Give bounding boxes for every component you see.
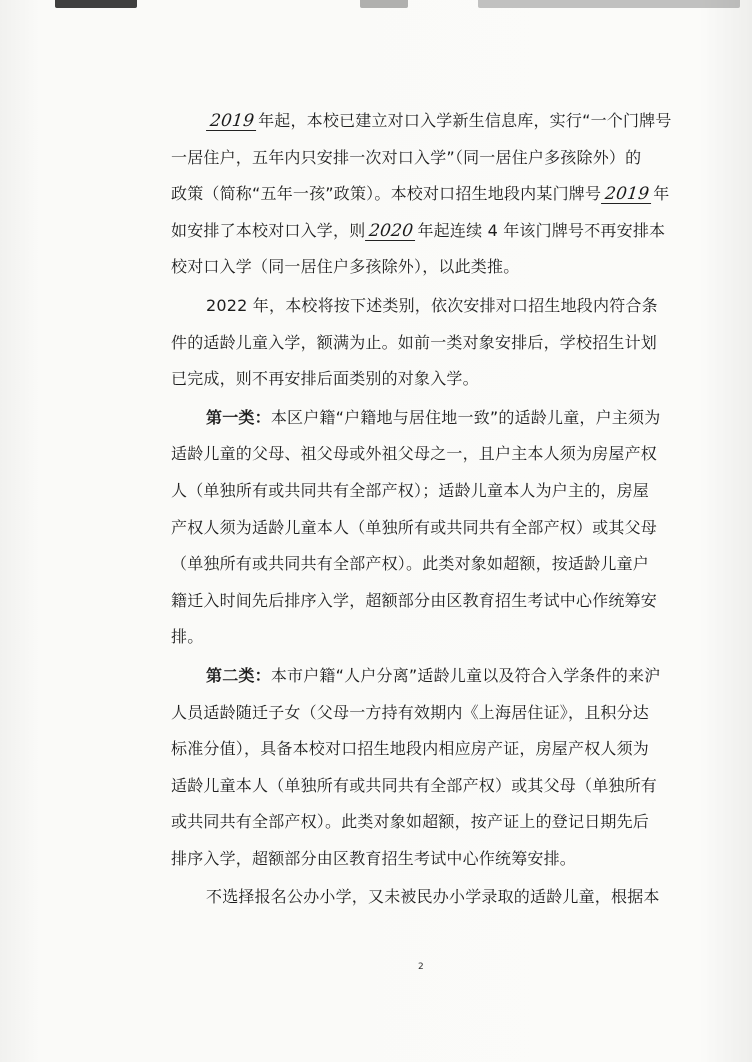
- paragraph-line: 人员适龄随迁子女（父母一方持有效期内《上海居住证》，且积分达: [171, 702, 650, 722]
- cropped-header-text: [55, 0, 137, 8]
- paragraph-line: 如安排了本校对口入学，则 2020 年起连续 4 年该门牌号不再安排本: [171, 220, 666, 241]
- paragraph-line: 件的适龄儿童入学，额满为止。如前一类对象安排后，学校招生计划: [171, 332, 658, 352]
- paragraph-line: 已完成，则不再安排后面类别的对象入学。: [171, 369, 479, 389]
- document-body: [171, 103, 701, 916]
- paragraph-line: 人（单独所有或共同共有全部产权）；适龄儿童本人为户主的，房屋: [171, 480, 650, 500]
- paragraph-line: 一居住户，五年内只安排一次对口入学”（同一居住户多孩除外）的: [171, 147, 642, 167]
- paragraph-line: 2019 年起，本校已建立对口入学新生信息库，实行“一个门牌号: [171, 103, 701, 140]
- paragraph-line: 排序入学，超额部分由区教育招生考试中心作统筹安排。: [171, 848, 577, 868]
- paragraph-line: 排。: [171, 627, 204, 647]
- paragraph-line: 2022 年，本校将按下述类别，依次安排对口招生地段内符合条: [206, 295, 658, 315]
- paragraph-line: 籍迁入时间先后排序入学，超额部分由区教育招生考试中心作统筹安: [171, 590, 658, 610]
- paragraph-line: 不选择报名公办小学，又未被民办小学录取的适龄儿童，根据本: [206, 887, 660, 907]
- paragraph-line: 适龄儿童本人（单独所有或共同共有全部产权）或其父母（单独所有: [171, 775, 658, 795]
- paragraph-line: 或共同共有全部产权）。此类对象如超额，按产证上的登记日期先后: [171, 812, 650, 832]
- category-label: 第一类：: [206, 407, 271, 427]
- paragraph-line: （单独所有或共同共有全部产权）。此类对象如超额，按适龄儿童户: [171, 554, 650, 574]
- handwritten-year: 2019: [601, 185, 653, 204]
- paragraph-line: 产权人须为适龄儿童本人（单独所有或共同共有全部产权）或其父母: [171, 517, 658, 537]
- category-label: 第二类：: [206, 665, 271, 685]
- paragraph-line: 第一类：本区户籍“户籍地与居住地一致”的适龄儿童，户主须为: [206, 407, 661, 427]
- cropped-header-text: [360, 0, 408, 8]
- paragraph-line: 第二类：本市户籍“人户分离”适龄儿童以及符合入学条件的来沪: [206, 665, 661, 685]
- paragraph-line: 标准分值），具备本校对口招生地段内相应房产证，房屋产权人须为: [171, 739, 650, 759]
- paragraph-line: 政策（简称“五年一孩”政策）。本校对口招生地段内某门牌号 2019 年: [171, 184, 670, 205]
- page-number: 2: [418, 962, 424, 972]
- paragraph-line: 适龄儿童的父母、祖父母或外祖父母之一，且户主本人须为房屋产权: [171, 444, 658, 464]
- handwritten-year: 2019: [206, 112, 258, 131]
- cropped-header-text: [478, 0, 740, 8]
- paragraph-line: 校对口入学（同一居住户多孩除外），以此类推。: [171, 257, 520, 277]
- handwritten-year: 2020: [365, 222, 417, 241]
